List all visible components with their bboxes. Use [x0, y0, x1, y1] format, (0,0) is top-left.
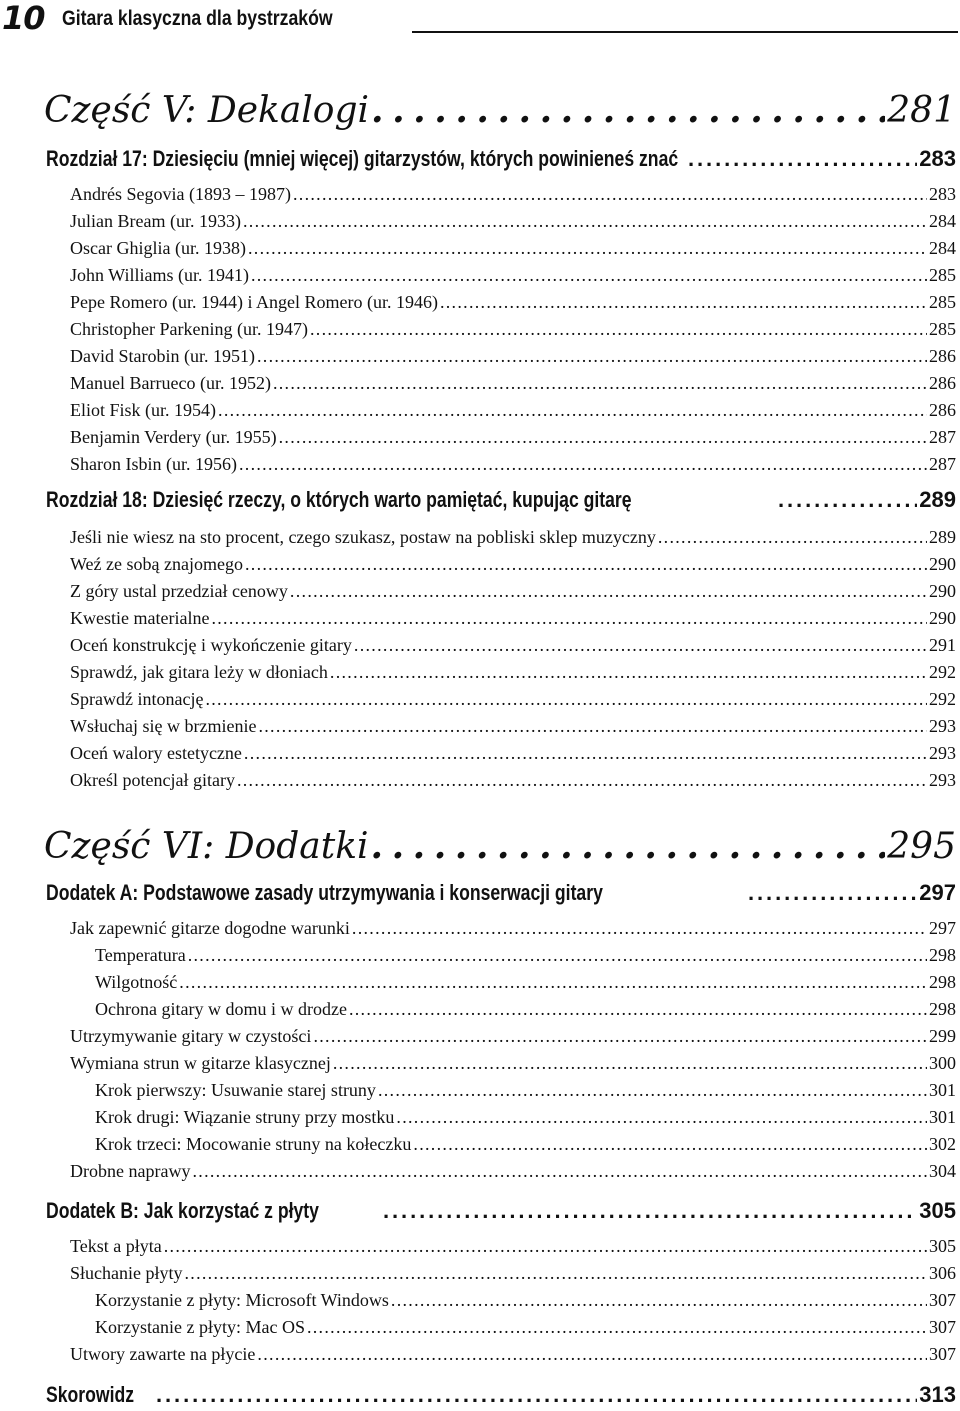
entry-label: Drobne naprawy [70, 1161, 191, 1181]
entry-label: Pepe Romero (ur. 1944) i Angel Romero (ur. 1946) [70, 292, 438, 312]
toc-entry[interactable] [70, 578, 956, 604]
toc-entry[interactable] [70, 451, 956, 477]
entry-page: 298 [929, 999, 956, 1019]
entry-label: Krok drugi: Wiązanie struny przy mostku [95, 1107, 395, 1127]
entry-page: 291 [929, 635, 956, 655]
entry-page: 285 [929, 265, 956, 285]
entry-page: 286 [929, 400, 956, 420]
dot-leader [257, 1341, 927, 1367]
header-rule [412, 31, 958, 33]
toc-entry[interactable] [70, 181, 956, 207]
toc-entry[interactable] [70, 659, 956, 685]
dot-leader [378, 1077, 927, 1103]
dot-leader [164, 1233, 927, 1259]
entry-label: Julian Bream (ur. 1933) [70, 211, 241, 231]
entry-page: 292 [929, 689, 956, 709]
dot-leader [440, 289, 927, 315]
toc-chapter-17[interactable] [46, 144, 956, 174]
dot-leader [244, 740, 927, 766]
toc-entry[interactable] [70, 632, 956, 658]
entry-page: 304 [929, 1161, 956, 1181]
toc-entry[interactable] [95, 1287, 956, 1313]
dot-leader [658, 524, 927, 550]
dot-leader [237, 767, 927, 793]
dot-leader [205, 686, 927, 712]
entry-page: 297 [929, 918, 956, 938]
entry-page: 293 [929, 716, 956, 736]
entry-label: Wymiana strun w gitarze klasycznej [70, 1053, 331, 1073]
entry-label: Utrzymywanie gitary w czystości [70, 1026, 312, 1046]
entry-label: Sprawdź intonację [70, 689, 204, 709]
dot-leader [748, 878, 917, 908]
toc-entry[interactable] [70, 208, 956, 234]
entry-label: Andrés Segovia (1893 – 1987) [70, 184, 291, 204]
dot-leader [258, 713, 927, 739]
running-title: Gitara klasyczna dla bystrzaków [62, 7, 333, 30]
chapter-title: Rozdział 18: Dziesięć rzeczy, o których warto pamiętać, kupując gitarę [46, 487, 632, 512]
toc-entry[interactable] [70, 713, 956, 739]
entry-page: 298 [929, 945, 956, 965]
toc-entry[interactable] [70, 1050, 956, 1076]
entry-label: Krok pierwszy: Usuwanie starej struny [95, 1080, 376, 1100]
entry-page: 293 [929, 770, 956, 790]
toc-part-5[interactable] [44, 86, 956, 134]
dot-leader [371, 822, 886, 871]
toc-entry[interactable] [95, 1131, 956, 1157]
chapter-title: Rozdział 17: Dziesięciu (mniej więcej) gitarzystów, których powinieneś znać [46, 146, 679, 171]
chapter-page: 297 [919, 880, 956, 905]
entry-page: 289 [929, 527, 956, 547]
entry-label: Wsłuchaj się w brzmienie [70, 716, 257, 736]
chapter-title: Dodatek B: Jak korzystać z płyty [46, 1198, 319, 1223]
chapter-page: 283 [919, 146, 956, 171]
entry-label: Sharon Isbin (ur. 1956) [70, 454, 237, 474]
dot-leader [188, 942, 927, 968]
dot-leader [371, 86, 885, 135]
toc-entry[interactable] [70, 316, 956, 342]
entry-page: 284 [929, 211, 956, 231]
chapter-title: Dodatek A: Podstawowe zasady utrzymywania i konserwacji gitary [46, 880, 603, 905]
toc-entry[interactable] [70, 397, 956, 423]
entry-page: 300 [929, 1053, 956, 1073]
entry-label: David Starobin (ur. 1951) [70, 346, 255, 366]
toc-entry[interactable] [70, 343, 956, 369]
entry-label: Benjamin Verdery (ur. 1955) [70, 427, 277, 447]
dot-leader [251, 262, 927, 288]
entry-label: Jeśli nie wiesz na sto procent, czego szukasz, postaw na pobliski sklep muzyczny [70, 527, 656, 547]
entry-page: 284 [929, 238, 956, 258]
entry-label: Ochrona gitary w domu i w drodze [95, 999, 347, 1019]
entry-page: 299 [929, 1026, 956, 1046]
dot-leader [184, 1260, 927, 1286]
entry-label: John Williams (ur. 1941) [70, 265, 249, 285]
entry-label: Korzystanie z płyty: Microsoft Windows [95, 1290, 389, 1310]
dot-leader [248, 235, 927, 261]
toc-entry[interactable] [70, 1023, 956, 1049]
entry-label: Eliot Fisk (ur. 1954) [70, 400, 217, 420]
toc-entry[interactable] [95, 942, 956, 968]
toc-entry[interactable] [70, 1158, 956, 1184]
toc-entry[interactable] [70, 524, 956, 550]
index-page: 313 [919, 1382, 956, 1407]
entry-label: Z góry ustal przedział cenowy [70, 581, 288, 601]
toc-index[interactable] [46, 1380, 956, 1410]
dot-leader [349, 996, 927, 1022]
entry-page: 298 [929, 972, 956, 992]
entry-label: Christopher Parkening (ur. 1947) [70, 319, 308, 339]
chapter-page: 289 [919, 487, 956, 512]
dot-leader [333, 1050, 927, 1076]
part-page: 295 [887, 826, 956, 867]
dot-leader [313, 1023, 927, 1049]
entry-label: Utwory zawarte na płycie [70, 1344, 256, 1364]
toc-entry[interactable] [70, 370, 956, 396]
dot-leader [307, 1314, 927, 1340]
dot-leader [279, 424, 927, 450]
entry-label: Korzystanie z płyty: Mac OS [95, 1317, 305, 1337]
toc-entry[interactable] [95, 969, 956, 995]
entry-label: Manuel Barrueco (ur. 1952) [70, 373, 271, 393]
dot-leader [239, 451, 927, 477]
entry-page: 306 [929, 1263, 956, 1283]
toc-entry[interactable] [95, 1314, 956, 1340]
entry-page: 307 [929, 1290, 956, 1310]
entry-label: Krok trzeci: Mocowanie struny na kołeczku [95, 1134, 412, 1154]
entry-page: 290 [929, 581, 956, 601]
toc-entry[interactable] [95, 1077, 956, 1103]
entry-page: 302 [929, 1134, 956, 1154]
entry-page: 285 [929, 292, 956, 312]
dot-leader [245, 551, 927, 577]
dot-leader [293, 181, 927, 207]
entry-label: Słuchanie płyty [70, 1263, 183, 1283]
entry-page: 301 [929, 1107, 956, 1127]
chapter-page: 305 [919, 1198, 956, 1223]
part-title: Część V: Dekalogi [44, 90, 370, 131]
toc-appendix-a[interactable] [46, 878, 956, 908]
toc-entry[interactable] [70, 1260, 956, 1286]
entry-page: 290 [929, 554, 956, 574]
dot-leader [310, 316, 927, 342]
entry-label: Tekst a płyta [70, 1236, 162, 1256]
dot-leader [218, 397, 927, 423]
entry-page: 285 [929, 319, 956, 339]
entry-page: 286 [929, 373, 956, 393]
toc-entry[interactable] [70, 551, 956, 577]
entry-label: Oscar Ghiglia (ur. 1938) [70, 238, 246, 258]
entry-page: 287 [929, 454, 956, 474]
dot-leader [273, 370, 927, 396]
page-number: 10 [2, 0, 45, 37]
entry-page: 307 [929, 1344, 956, 1364]
entry-label: Oceń walory estetyczne [70, 743, 242, 763]
dot-leader [330, 659, 927, 685]
toc-entry[interactable] [70, 740, 956, 766]
toc-entry[interactable] [70, 424, 956, 450]
entry-page: 301 [929, 1080, 956, 1100]
toc-entry[interactable] [70, 1341, 956, 1367]
entry-label: Jak zapewnić gitarze dogodne warunki [70, 918, 350, 938]
entry-page: 283 [929, 184, 956, 204]
part-title: Część VI: Dodatki [44, 826, 369, 867]
toc-entry[interactable] [70, 915, 956, 941]
toc-entry[interactable] [70, 235, 956, 261]
toc-entry[interactable] [70, 1233, 956, 1259]
toc-part-6[interactable] [44, 822, 956, 870]
entry-page: 292 [929, 662, 956, 682]
entry-label: Oceń konstrukcję i wykończenie gitary [70, 635, 352, 655]
entry-page: 286 [929, 346, 956, 366]
toc-entry[interactable] [70, 605, 956, 631]
toc-chapter-18[interactable] [46, 485, 956, 515]
entry-page: 293 [929, 743, 956, 763]
dot-leader [179, 969, 927, 995]
toc-entry[interactable] [70, 289, 956, 315]
dot-leader [778, 485, 917, 515]
entry-label: Określ potencjał gitary [70, 770, 235, 790]
entry-label: Sprawdź, jak gitara leży w dłoniach [70, 662, 328, 682]
toc-appendix-b[interactable] [46, 1196, 956, 1226]
dot-leader [211, 605, 927, 631]
dot-leader [352, 915, 927, 941]
page-header [0, 0, 960, 42]
dot-leader [290, 578, 927, 604]
dot-leader [391, 1287, 927, 1313]
dot-leader [156, 1380, 917, 1410]
part-page: 281 [887, 90, 956, 131]
entry-label: Kwestie materialne [70, 608, 210, 628]
entry-page: 290 [929, 608, 956, 628]
entry-label: Wilgotność [95, 972, 178, 992]
dot-leader [383, 1196, 917, 1226]
toc-entry[interactable] [70, 686, 956, 712]
toc-entry[interactable] [70, 767, 956, 793]
entry-label: Temperatura [95, 945, 186, 965]
dot-leader [192, 1158, 927, 1184]
dot-leader [396, 1104, 927, 1130]
toc-entry[interactable] [95, 996, 956, 1022]
dot-leader [354, 632, 927, 658]
dot-leader [257, 343, 927, 369]
entry-page: 305 [929, 1236, 956, 1256]
dot-leader [243, 208, 927, 234]
toc-entry[interactable] [70, 262, 956, 288]
index-title: Skorowidz [46, 1382, 135, 1407]
toc-entry[interactable] [95, 1104, 956, 1130]
dot-leader [413, 1131, 927, 1157]
entry-page: 307 [929, 1317, 956, 1337]
entry-label: Weź ze sobą znajomego [70, 554, 243, 574]
dot-leader [688, 144, 917, 174]
entry-page: 287 [929, 427, 956, 447]
